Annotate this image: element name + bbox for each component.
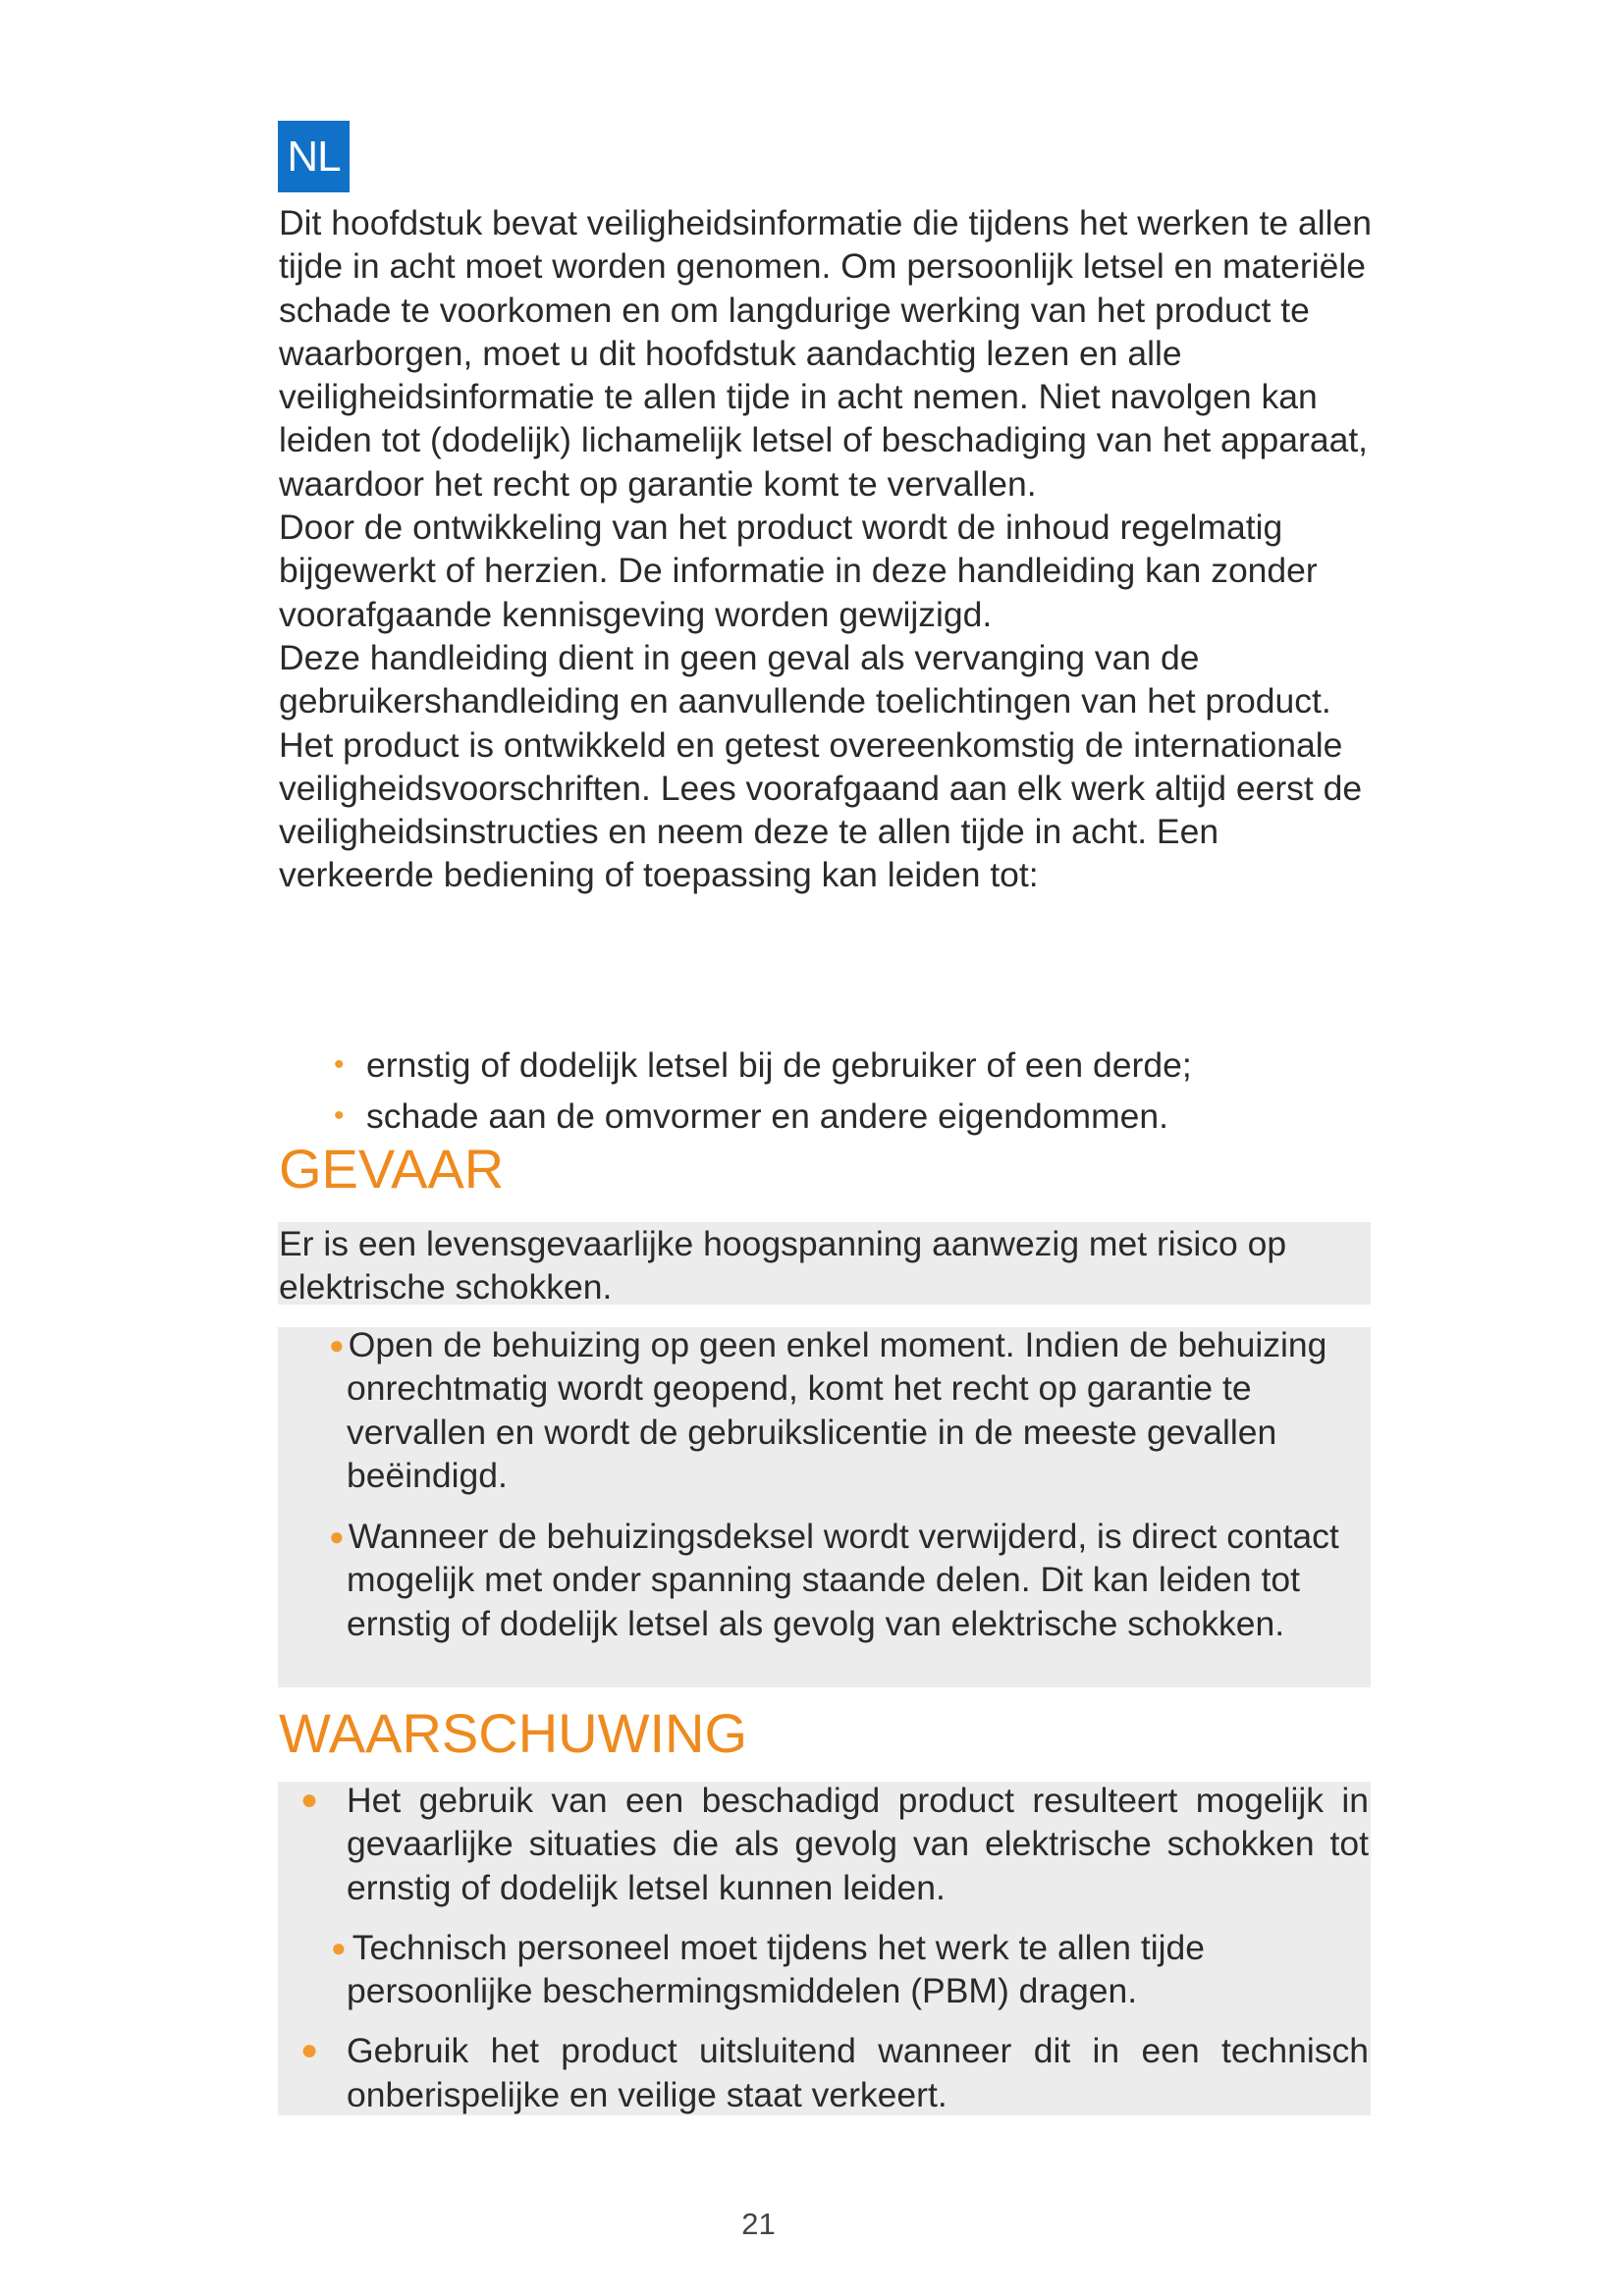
list-item: [279, 2029, 1369, 2116]
consequence-list: [334, 1043, 1192, 1146]
list-item-text: ernstig of dodelijk letsel bij de gebruiker of een derde;: [366, 1045, 1192, 1085]
language-badge: NL: [278, 121, 350, 192]
intro-paragraph-4: Het product is ontwikkeld en getest overeenkomstig de internationale veiligheidsvoorschriften. Lees voorafgaand aan elk werk altijd eerst de veiligheidsinstructies en neem deze te allen tijde in acht. Een verkeerde bediening of toepassing kan leiden tot:: [279, 724, 1363, 895]
page-number: 21: [741, 2207, 776, 2241]
warning-list: [279, 1779, 1369, 2133]
list-item-text: Technisch personeel moet tijdens het werk te allen tijde persoonlijke beschermingsmiddelen (PBM) dragen.: [347, 1927, 1205, 2011]
intro-paragraph-2: Door de ontwikkeling van het product wordt de inhoud regelmatig bijgewerkt of herzien. De informatie in deze handleiding kan zonder voorafgaande kennisgeving worden gewijzigd.: [279, 507, 1318, 634]
bullet-icon: ●: [329, 1330, 345, 1360]
intro-paragraph-3: Deze handleiding dient in geen geval als vervanging van de gebruikershandleiding en aanvullende toelichtingen van het product.: [279, 637, 1331, 721]
bullet-icon: ●: [331, 1932, 347, 1962]
intro-paragraph-1: Dit hoofdstuk bevat veiligheidsinformatie die tijdens het werken te allen tijde in acht moet worden genomen. Om persoonlijk letsel en materiële schade te voorkomen en om langdurige werking van het product te waarborgen, moet u dit hoofdstuk aandachtig lezen en alle veiligheidsinformatie te allen tijde in acht nemen. Niet navolgen kan leiden tot (dodelijk) lichamelijk letsel of beschadiging van het apparaat, waardoor het recht op garantie komt te vervallen.: [279, 203, 1372, 504]
danger-list: [329, 1323, 1345, 1663]
list-item: [279, 1779, 1369, 1909]
list-item: [279, 1926, 1369, 2013]
list-item: [329, 1323, 1345, 1497]
warning-heading: WAARSCHUWING: [279, 1702, 748, 1764]
list-item-text: Gebruik het product uitsluitend wanneer dit in een technisch onberispelijke en veilige staat verkeert.: [347, 2031, 1369, 2114]
list-item-text: Wanneer de behuizingsdeksel wordt verwijderd, is direct contact mogelijk met onder spanning staande delen. Dit kan leiden tot ernstig of dodelijk letsel als gevolg van elektrische schokken.: [347, 1517, 1339, 1643]
list-item-text: Open de behuizing op geen enkel moment. Indien de behuizing onrechtmatig wordt geopend, komt het recht op garantie te vervallen en wordt de gebruikslicentie in de meeste gevallen beëindigd.: [347, 1325, 1327, 1495]
bullet-icon: •: [334, 1099, 345, 1132]
intro-text: [279, 201, 1379, 897]
bullet-icon: •: [334, 1048, 345, 1081]
danger-intro-text: Er is een levensgevaarlijke hoogspanning aanwezig met risico op elektrische schokken.: [279, 1224, 1287, 1308]
bullet-icon: ●: [300, 1784, 319, 1816]
list-item: [334, 1095, 1192, 1138]
list-item-text: Het gebruik van een beschadigd product resulteert mogelijk in gevaarlijke situaties die als gevolg van elektrische schokken tot ernstig of dodelijk letsel kunnen leiden.: [347, 1781, 1369, 1907]
danger-heading: GEVAAR: [279, 1138, 505, 1200]
list-item: [329, 1515, 1345, 1645]
list-item: [334, 1043, 1192, 1087]
bullet-icon: ●: [300, 2034, 319, 2067]
list-item-text: schade aan de omvormer en andere eigendommen.: [366, 1096, 1169, 1136]
bullet-icon: ●: [329, 1522, 345, 1552]
